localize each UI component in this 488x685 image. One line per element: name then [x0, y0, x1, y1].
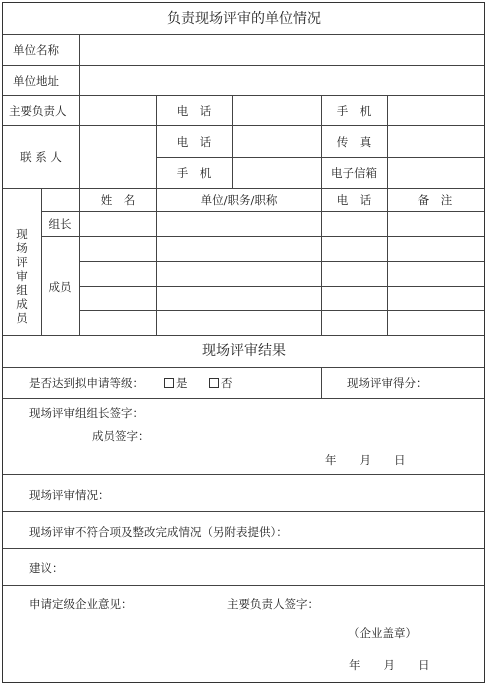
rule — [387, 95, 388, 188]
rule — [79, 310, 484, 311]
rule — [156, 188, 157, 335]
header-phone: 电 话 — [336, 193, 372, 207]
sign-date: 年 月 日 — [325, 453, 406, 467]
company-seal-label: （企业盖章） — [348, 626, 417, 640]
rule — [41, 211, 484, 212]
evaluation-form — [2, 2, 485, 683]
rule — [41, 236, 484, 237]
header-name: 姓 名 — [100, 193, 136, 207]
unit-address-label: 单位地址 — [13, 74, 59, 88]
rule — [79, 286, 484, 287]
rule — [232, 95, 233, 188]
principal-mobile-label: 手 机 — [336, 104, 372, 118]
member-sign-label: 成员签字： — [92, 429, 150, 443]
rule — [156, 95, 157, 188]
fax-label: 传 真 — [336, 135, 372, 149]
members-label: 成员 — [48, 280, 72, 294]
contact-phone-label: 电 话 — [176, 135, 212, 149]
rule — [79, 188, 80, 335]
rule — [3, 585, 484, 586]
rule — [3, 95, 484, 96]
rule — [3, 367, 484, 368]
unit-name-label: 单位名称 — [13, 43, 59, 57]
team-section-label: 现场评审组成员 — [16, 227, 28, 325]
rule — [3, 335, 484, 336]
rule — [41, 188, 42, 335]
result-title: 现场评审结果 — [202, 343, 286, 359]
nonconformity-label: 现场评审不符合项及整改完成情况（另附表提供）： — [29, 525, 288, 539]
contact-label: 联 系 人 — [20, 150, 62, 164]
rule — [3, 548, 484, 549]
rule — [156, 157, 484, 158]
rule — [3, 188, 484, 189]
email-label: 电子信箱 — [331, 166, 377, 180]
no-option[interactable] — [209, 376, 233, 390]
grade-question: 是否达到拟申请等级： — [29, 376, 144, 390]
principal-phone-label: 电 话 — [176, 104, 212, 118]
leader-label: 组长 — [48, 217, 72, 231]
rule — [3, 125, 484, 126]
yes-label: 是 — [176, 376, 188, 390]
rule — [3, 65, 484, 66]
rule — [3, 511, 484, 512]
yes-option[interactable] — [164, 376, 188, 390]
yes-checkbox[interactable] — [164, 378, 174, 388]
no-label: 否 — [221, 376, 233, 390]
rule — [321, 95, 322, 188]
no-checkbox[interactable] — [209, 378, 219, 388]
situation-label: 现场评审情况： — [29, 488, 110, 502]
principal-sign-label: 主要负责人签字： — [227, 597, 319, 611]
principal-label: 主要负责人 — [9, 104, 67, 118]
rule — [321, 188, 322, 335]
score-label: 现场评审得分： — [347, 376, 428, 390]
rule — [3, 474, 484, 475]
rule — [387, 188, 388, 335]
company-opinion-label: 申请定级企业意见： — [29, 597, 133, 611]
rule — [79, 34, 80, 188]
leader-sign-label: 现场评审组组长签字： — [29, 406, 144, 420]
header-unit-position-title: 单位/职务/职称 — [200, 193, 278, 207]
rule — [321, 367, 322, 398]
suggestion-label: 建议： — [29, 561, 64, 575]
rule — [79, 261, 484, 262]
contact-mobile-label: 手 机 — [176, 166, 212, 180]
form-title: 负责现场评审的单位情况 — [167, 11, 321, 27]
rule — [3, 398, 484, 399]
opinion-date: 年 月 日 — [349, 658, 430, 672]
header-remark: 备 注 — [417, 193, 453, 207]
rule — [3, 34, 484, 35]
